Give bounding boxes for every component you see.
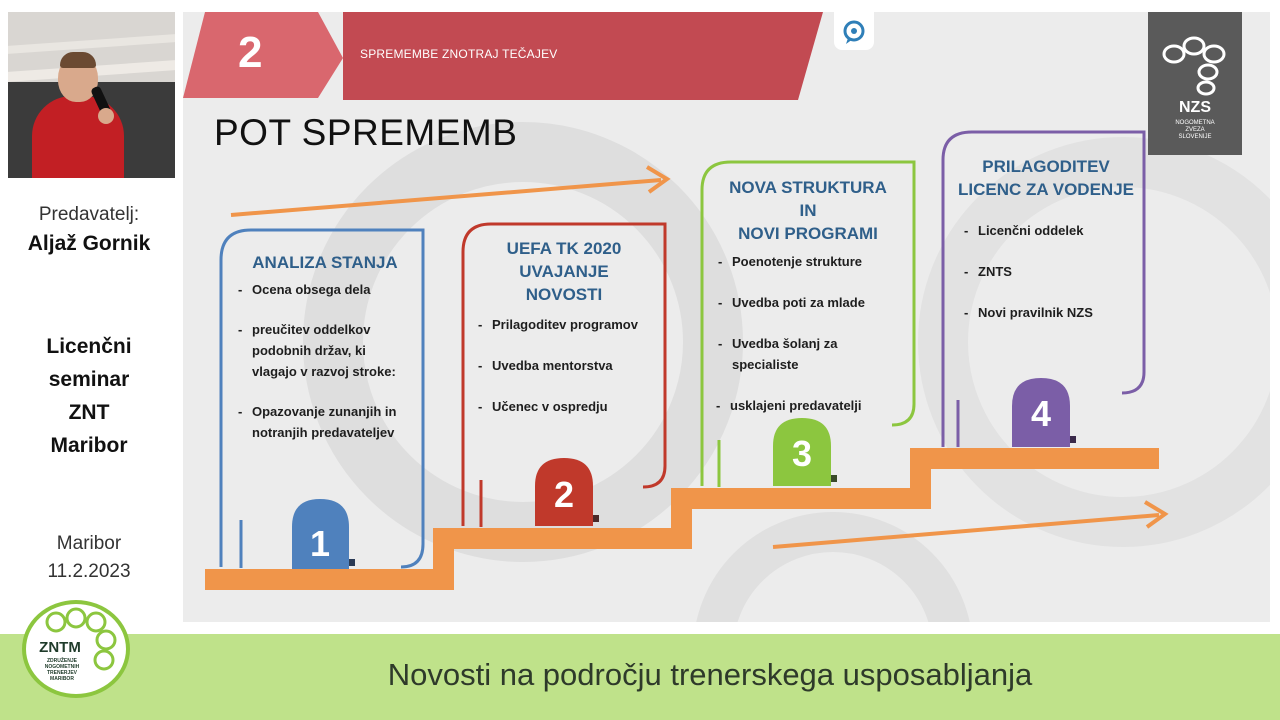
step-3-title-line: NOVI PROGRAMI: [738, 224, 878, 243]
step-4-badge-foot: [1070, 436, 1076, 443]
nzs-logo-sub: [1148, 120, 1242, 141]
step-3-badge-foot: [831, 475, 837, 482]
step-1-number: 1: [309, 523, 331, 564]
step-2-title-line: NOVOSTI: [525, 285, 603, 304]
date: 11.2.2023: [47, 561, 131, 582]
step-4-item: - Novi pravilnik NZS: [964, 305, 1093, 320]
step-3-item-cont: specialiste: [732, 357, 799, 372]
step-1-item: - Ocena obsega dela: [238, 282, 371, 297]
section-number: 2: [238, 28, 263, 77]
step-3-item: - Poenotenje strukture: [718, 254, 863, 269]
step-4-title-line: LICENC ZA VODENJE: [957, 180, 1134, 199]
seminar-title: [0, 330, 178, 462]
speech-bubble-icon: [834, 12, 874, 50]
step-4-item: - ZNTS: [964, 264, 1012, 279]
step-1-badge-foot: [349, 559, 355, 566]
step-4-number: 4: [1030, 393, 1052, 434]
app-badge: [834, 12, 874, 50]
zntm-logo-graphic: [26, 604, 126, 694]
header-number-ribbon: [183, 12, 343, 98]
step-3-title-line: IN: [799, 201, 817, 220]
step-3-title: [704, 176, 912, 245]
seminar-line: seminar: [48, 368, 130, 391]
step-2-item: - Prilagoditev programov: [478, 317, 638, 332]
zntm-logo-sub: ZDRUŽENJE: [46, 658, 78, 664]
step-2-item: - Uvedba mentorstva: [478, 358, 613, 373]
seminar-line: ZNT: [68, 401, 110, 424]
step-3-item: - Uvedba poti za mlade: [718, 295, 865, 310]
bg-shape: [333, 152, 713, 532]
slide-title: POT SPREMEMB: [214, 112, 518, 153]
place-date: [0, 530, 178, 586]
step-2-number: 2: [553, 474, 575, 515]
banner-title: Novosti na področju trenerskega usposabljanja: [387, 657, 1033, 692]
step-1-item-cont: podobnih držav, ki: [252, 343, 366, 358]
step-3-item: - usklajeni predavatelji: [716, 398, 862, 413]
step-1-title: ANALIZA STANJA: [252, 253, 398, 272]
nzs-logo-sub-line: SLOVENIJE: [1178, 134, 1212, 140]
step-1-item: - preučitev oddelkov: [238, 322, 371, 337]
zntm-logo-sub: NOGOMETNIH: [44, 664, 80, 670]
step-3-title-line: NOVA STRUKTURA: [729, 178, 887, 197]
step-1-item-cont: notranjih predavateljev: [252, 425, 395, 440]
step-4-item: - Licenčni oddelek: [964, 223, 1084, 238]
presentation-slide: [183, 12, 1270, 622]
step-2-title-line: UVAJANJE: [519, 262, 609, 281]
step-3-number: 3: [791, 433, 813, 474]
step-4-title-line: PRILAGODITEV: [982, 157, 1110, 176]
zntm-logo-sub: TRENERJEV: [46, 670, 78, 676]
zntm-logo: [22, 600, 130, 698]
seminar-line: Licenčni: [46, 335, 132, 358]
step-4-title: [946, 155, 1146, 201]
slide-graphics: [183, 12, 1270, 622]
step-2-badge-foot: [593, 515, 599, 522]
zntm-logo-sub: MARIBOR: [50, 676, 74, 682]
step-3-item: - Uvedba šolanj za: [718, 336, 838, 351]
zntm-logo-name: ZNTM: [39, 639, 81, 656]
step-2-title: [464, 237, 664, 306]
step-2-title-line: UEFA TK 2020: [506, 239, 622, 258]
step-1-item-cont: vlagajo v razvoj stroke:: [252, 364, 396, 379]
seminar-line: Maribor: [50, 434, 128, 457]
nzs-logo-sub-line: ZVEZA: [1185, 127, 1205, 133]
presenter-video: [8, 12, 175, 178]
nzs-logo-rings: [1148, 12, 1242, 102]
section-title: SPREMEMBE ZNOTRAJ TEČAJEV: [360, 47, 558, 61]
step-1-item: - Opazovanje zunanjih in: [238, 404, 397, 419]
city: Maribor: [56, 533, 122, 554]
nzs-logo-sub-line: NOGOMETNA: [1175, 120, 1215, 126]
presenter-label: Predavatelj:: [38, 204, 140, 225]
nzs-logo-name: NZS: [1179, 99, 1211, 116]
presenter-name: Aljaž Gornik: [27, 232, 151, 255]
step-2-item: - Učenec v ospredju: [478, 399, 608, 414]
presenter-hand: [98, 108, 114, 124]
presenter-hair: [60, 52, 96, 68]
bg-shape: [713, 532, 953, 622]
